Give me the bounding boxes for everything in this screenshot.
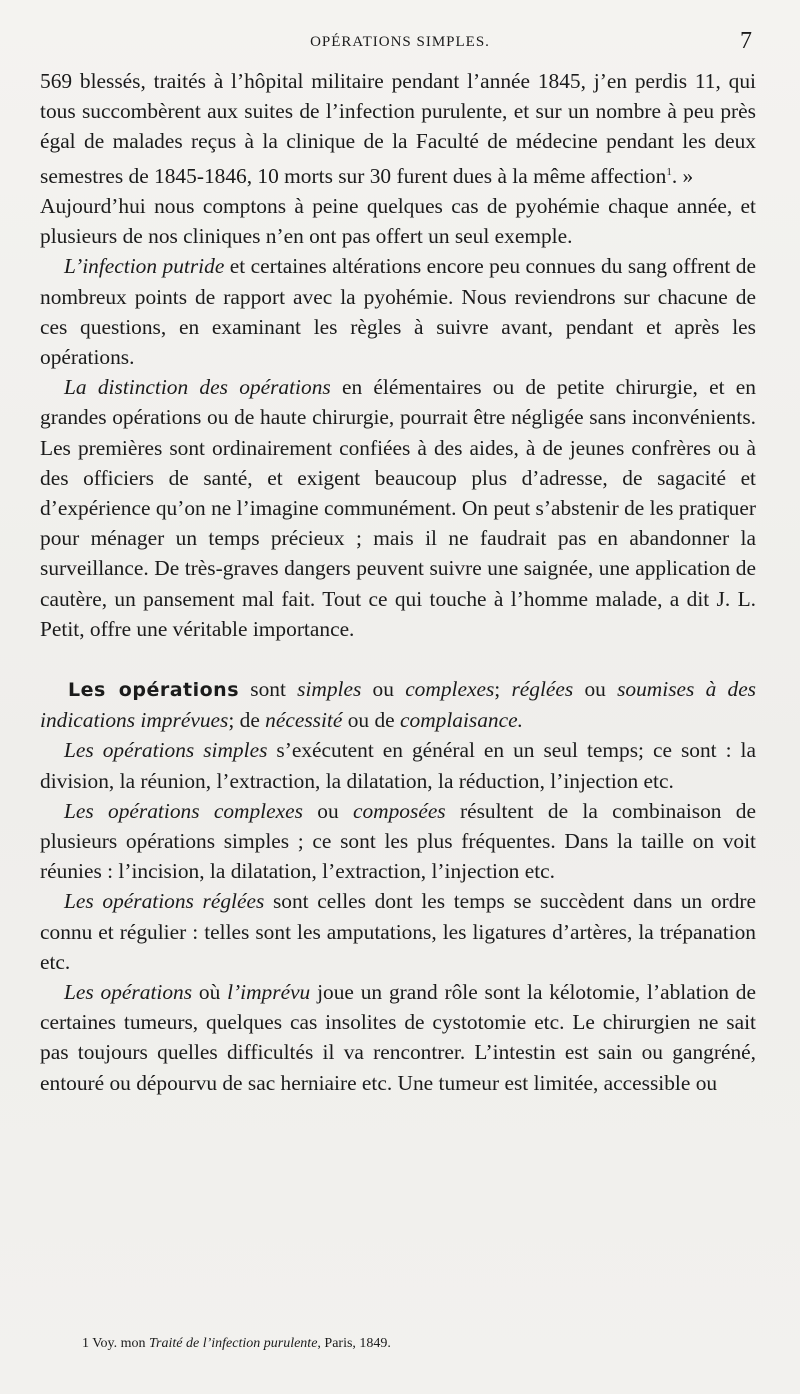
paragraph-5-text-c: ; (494, 676, 512, 701)
paragraph-5-italic-5: nécessité (265, 708, 343, 733)
paragraph-7-italic-2: composées (352, 798, 446, 823)
paragraph-8-italic: Les opérations réglées (64, 889, 265, 914)
paragraph-5-italic-4: soumises à des indications imprévues (40, 676, 757, 733)
paragraph-7-text: résultent de la combinaison de plusieurs opérations simples ; ce sont les plus fréquentes. Dans la taille on voit réunies : l’incision, la dilatation, l’extraction, l’injection etc. (40, 798, 756, 884)
paragraph-7-italic-1: Les opérations complexes (64, 798, 303, 823)
paragraph-1-end: . » (671, 163, 694, 188)
paragraph-9-text: joue un grand rôle sont la kélotomie, l’ablation de certaines tumeurs, quelques cas insolites de cystotomie etc. Le chirurgien ne sait pas toujours quelles difficultés il va rencontrer. L’intestin est sain ou gangréné, entouré ou dépourvu de sac herniaire etc. Une tumeur est limitée, accessible ou (40, 980, 756, 1095)
main-text (40, 66, 756, 1098)
footnote-ref: 1 (666, 165, 672, 178)
paragraph-5 (40, 674, 756, 735)
page-number: 7 (740, 28, 752, 54)
paragraph-1-text: 569 blessés, traités à l’hôpital militaire pendant l’année 1845, j’en perdis 11, qui tous succombèrent aux suites de l’infection purulente, et sur un nombre à peu près égal de malades reçus à la clinique de la Faculté de médecine pendant les deux semestres de 1845-1846, 10 morts sur 30 furent dues à la même affection (40, 69, 756, 188)
paragraph-9-italic-2: l’imprévu (227, 980, 311, 1005)
paragraph-6-italic: Les opérations simples (64, 738, 268, 763)
paragraph-2-text: Aujourd’hui nous comptons à peine quelques cas de pyohémie chaque année, et plusieurs de nos cliniques n’en ont pas offert un seul exemple. (40, 193, 756, 249)
paragraph-3-italic: L’infection putride (64, 254, 225, 279)
paragraph-9 (40, 977, 756, 1098)
paragraph-5-text-a: sont (239, 676, 298, 701)
paragraph-5-italic-2: complexes (405, 676, 495, 701)
section-lead: Les opérations (68, 678, 240, 701)
paragraph-4-text: en élémentaires ou de petite chirurgie, et en grandes opérations ou de haute chirurgie, pourrait être négligée sans inconvénients. Les premières sont ordinairement confiées à des aides, à de jeunes confrères ou à des officiers de santé, et exigent beaucoup plus d’adresse, de sagacité et d’expérience qu’on ne l’imagine communément. On peut s’abstenir de les pratiquer pour ménager un temps précieux ; mais il ne faudrait pas en abandonner la surveillance. De très-graves dangers peuvent suivre une saignée, une application de cautère, un pansement mal fait. Tout ce qui touche à l’homme malade, a dit J. L. Petit, offre une véritable importance. (40, 375, 756, 641)
paragraph-4-italic: La distinction des opérations (64, 375, 331, 400)
paragraph-5-italic-3: réglées (511, 676, 574, 701)
paragraph-2 (40, 191, 756, 251)
paragraph-3-text: et certaines altérations encore peu connues du sang offrent de nombreux points de rapport avec la pyohémie. Nous reviendrons sur chacune de ces questions, en examinant les règles à suivre avant, pendant et après les opérations. (40, 254, 756, 369)
footnote (82, 1336, 391, 1352)
paragraph-8-text: sont celles dont les temps se succèdent dans un ordre connu et régulier : telles sont les amputations, les ligatures d’artères, la trépanation etc. (40, 889, 757, 974)
paragraph-5-italic-1: simples (297, 676, 362, 701)
paragraph-6-text: s’exécutent en général en un seul temps; ce sont : la division, la réunion, l’extraction, la dilatation, la réduction, l’injection etc. (40, 738, 756, 793)
paragraph-5-text-b: ou (361, 676, 406, 701)
paragraph-5-text-f: ou de (342, 708, 400, 733)
footnote-number: 1 (82, 1336, 89, 1351)
page-header (0, 28, 800, 60)
paragraph-5-text-e: ; de (228, 708, 266, 733)
paragraph-4 (40, 372, 756, 644)
footnote-text-a: Voy. mon (89, 1336, 150, 1351)
paragraph-7-text-a: ou (302, 798, 353, 823)
paragraph-7 (40, 796, 756, 887)
running-head: OPÉRATIONS SIMPLES. (310, 34, 490, 50)
paragraph-1 (40, 66, 756, 191)
paragraph-6 (40, 735, 756, 795)
paragraph-9-text-a: où (192, 980, 228, 1005)
paragraph-8 (40, 886, 756, 977)
paragraph-5-text-d: ou (573, 676, 618, 701)
paragraph-5-italic-6: complaisance. (400, 708, 523, 733)
footnote-text-b: , Paris, 1849. (317, 1336, 391, 1351)
paragraph-3 (40, 251, 756, 372)
footnote-title: Traité de l’infection purulente (149, 1336, 318, 1351)
paragraph-9-italic-1: Les opérations (64, 980, 193, 1005)
